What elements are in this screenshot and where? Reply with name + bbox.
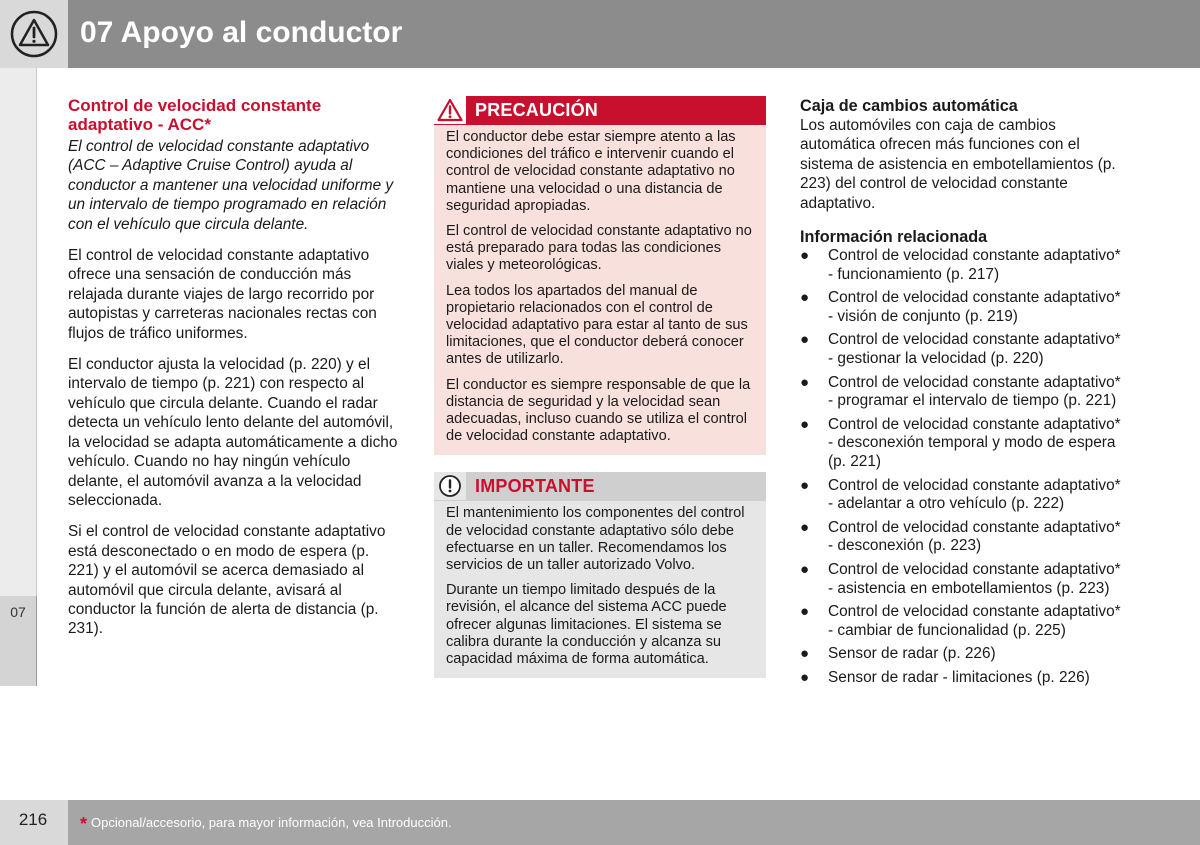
important-box <box>434 472 766 678</box>
footnote <box>80 814 452 835</box>
related-link[interactable] <box>800 416 1130 472</box>
related-link[interactable] <box>800 374 1130 411</box>
related-link[interactable] <box>800 519 1130 556</box>
related-link-text: Control de velocidad constante adaptativo* - adelantar a otro vehículo (p. 222) <box>828 476 1121 513</box>
bullet: ● <box>800 415 810 433</box>
important-title: IMPORTANTE <box>475 475 595 496</box>
chapter-side-strip <box>0 68 37 686</box>
bullet: ● <box>800 476 810 494</box>
caution-header <box>434 96 766 125</box>
section-intro: El control de velocidad constante adaptativo (ACC – Adaptive Cruise Control) ayuda al conductor a mantener una velocidad uniforme y un intervalo de tiempo programado en relación con el vehículo que circula delante. <box>68 138 394 233</box>
header-icon-box <box>0 0 68 68</box>
bullet: ● <box>800 603 810 621</box>
gearbox-title: Caja de cambios automática <box>800 97 1018 115</box>
page-title: 07 Apoyo al conductor <box>80 16 403 49</box>
important-body <box>434 501 766 678</box>
footnote-star: * <box>80 814 88 834</box>
bullet: ● <box>800 247 810 265</box>
bullet: ● <box>800 331 810 349</box>
related-link-text: Control de velocidad constante adaptativo* - programar el intervalo de tiempo (p. 221) <box>828 373 1121 410</box>
related-info-title: Información relacionada <box>800 228 988 247</box>
caution-paragraph: El conductor es siempre responsable de que la distancia de seguridad y la velocidad sean adecuadas, incluso cuando se utiliza el control de velocidad constante adaptativo. <box>446 376 751 445</box>
important-paragraph: El mantenimiento los componentes del control de velocidad constante adaptativo sólo debe efectuarse en un taller. Recomendamos los servicios de un taller autorizado Volvo. <box>446 505 745 574</box>
related-link-text: Control de velocidad constante adaptativo* - cambiar de funcionalidad (p. 225) <box>828 603 1121 639</box>
caution-box <box>434 96 766 455</box>
paragraph: El control de velocidad constante adaptativo ofrece una sensación de conducción más relajada durante viajes de largo recorrido por autopistas y carreteras nacionales rectas con flujos de tráfico uniformes. <box>68 247 377 342</box>
related-link-text: Control de velocidad constante adaptativo* - desconexión (p. 223) <box>828 518 1121 555</box>
related-link-text: Control de velocidad constante adaptativo* - visión de conjunto (p. 219) <box>828 289 1121 325</box>
bullet: ● <box>800 668 810 686</box>
related-link-text: Control de velocidad constante adaptativo* - desconexión temporal y modo de espera (p. 221) <box>828 415 1121 470</box>
paragraph: Si el control de velocidad constante adaptativo está desconectado o en modo de espera (p. 221) y el automóvil se acerca demasiado al automóvil que circula delante, avisará al conductor la función de alerta de distancia (p. 231). <box>68 523 386 638</box>
bullet: ● <box>800 560 810 578</box>
related-link[interactable] <box>800 331 1130 368</box>
related-link[interactable] <box>800 603 1130 640</box>
related-link-text: Control de velocidad constante adaptativo* - gestionar la velocidad (p. 220) <box>828 331 1121 367</box>
related-link-text: Sensor de radar - limitaciones (p. 226) <box>828 668 1090 686</box>
section-title: Control de velocidad constante adaptativo - ACC* <box>68 96 322 134</box>
important-header <box>434 472 766 501</box>
related-link-text: Sensor de radar (p. 226) <box>828 645 996 663</box>
bullet: ● <box>800 518 810 536</box>
warning-triangle-icon <box>9 9 59 59</box>
caution-paragraph: El conductor debe estar siempre atento a las condiciones del tráfico e intervenir cuando el control de velocidad constante adaptativo no mantiene una velocidad o una distancia de seguridad apropiadas. <box>446 129 736 214</box>
caution-paragraph: Lea todos los apartados del manual de propietario relacionados con el control de velocidad adaptativo para estar al tanto de sus limitaciones, que el conductor deberá conocer antes de utilizarlo. <box>446 282 748 368</box>
column-left <box>68 96 400 639</box>
related-link[interactable] <box>800 561 1130 598</box>
paragraph: El conductor ajusta la velocidad (p. 220) y el intervalo de tiempo (p. 221) con respecto al vehículo que circula delante. Cuando el radar detecta un vehículo lento delante del automóvil, la velocidad se adapta automáticamente a dicho vehículo. Cuando no hay ningún vehículo delante, el automóvil avanza a la velocidad seleccionada. <box>68 356 398 509</box>
exclamation-circle-icon <box>434 472 466 500</box>
footnote-text: Opcional/accesorio, para mayor información, vea Introducción. <box>91 815 452 830</box>
related-link[interactable] <box>800 645 1130 664</box>
gearbox-text: Los automóviles con caja de cambios automática ofrecen más funciones con el sistema de asistencia en embotellamientos (p. 223) del control de velocidad constante adaptativo. <box>800 117 1116 212</box>
caution-title: PRECAUCIÓN <box>475 99 599 120</box>
related-link[interactable] <box>800 289 1130 326</box>
bullet: ● <box>800 373 810 391</box>
caution-paragraph: El control de velocidad constante adaptativo no está preparado para todas las condiciones viales y meteorológicas. <box>446 223 752 274</box>
warning-triangle-icon <box>434 96 466 124</box>
chapter-tab-label: 07 <box>10 604 26 620</box>
caution-body <box>434 125 766 455</box>
bullet: ● <box>800 289 810 307</box>
important-paragraph: Durante un tiempo limitado después de la revisión, el alcance del sistema ACC puede ofrecer algunas limitaciones. El sistema se calibra durante la conducción y alcanza su capacidad máxima de forma automática. <box>446 582 727 668</box>
related-info-list <box>800 247 1130 687</box>
related-link[interactable] <box>800 669 1130 688</box>
bullet: ● <box>800 645 810 663</box>
related-link[interactable] <box>800 247 1130 284</box>
column-middle <box>434 96 766 678</box>
page-number: 216 <box>18 810 48 829</box>
related-link-text: Control de velocidad constante adaptativo* - asistencia en embotellamientos (p. 223) <box>828 560 1121 597</box>
column-right <box>800 96 1130 693</box>
related-link-text: Control de velocidad constante adaptativo* - funcionamiento (p. 217) <box>828 247 1121 283</box>
related-link[interactable] <box>800 477 1130 514</box>
